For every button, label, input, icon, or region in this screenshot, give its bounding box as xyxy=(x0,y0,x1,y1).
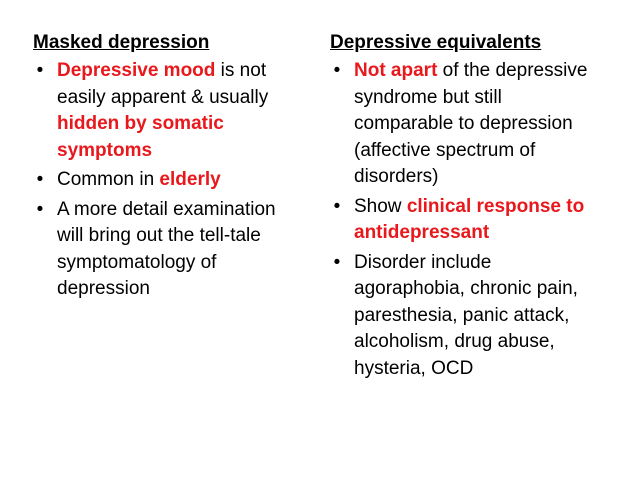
right-bullet-1-part-1: Not apart xyxy=(354,60,438,81)
right-bullet-2-part-1: Show xyxy=(354,195,407,217)
right-bullet-1-part-2: of the depressive syndrome but still comparable to depression (affective spectrum of disorders) xyxy=(354,60,588,187)
left-heading: Masked depression xyxy=(33,32,210,53)
bullet-icon: • xyxy=(36,198,44,220)
right-bullet-3 xyxy=(330,250,605,383)
bullet-icon: • xyxy=(36,169,44,190)
left-bullet-1 xyxy=(33,58,303,164)
left-bullet-2-part-1: Common in xyxy=(57,169,160,190)
bullet-icon: • xyxy=(36,60,44,81)
right-bullet-2-part-2: clinical response to antidepressant xyxy=(354,195,585,243)
left-bullet-list xyxy=(33,58,303,303)
left-bullet-2 xyxy=(33,167,303,194)
right-bullet-list xyxy=(330,58,605,382)
left-bullet-1-part-3: hidden by somatic symptoms xyxy=(57,113,224,161)
right-bullet-1 xyxy=(330,58,605,191)
bullet-icon: • xyxy=(333,251,341,273)
left-bullet-3 xyxy=(33,197,303,303)
bullet-icon: • xyxy=(333,60,341,81)
right-bullet-3-part-1: Disorder include agoraphobia, chronic pain, paresthesia, panic attack, alcoholism, drug abuse, hysteria, OCD xyxy=(354,251,578,379)
bullet-icon: • xyxy=(333,195,341,217)
left-bullet-2-part-2: elderly xyxy=(159,169,221,190)
right-column xyxy=(330,30,605,385)
left-bullet-3-part-1: A more detail examination will bring out the tell-tale symptomatology of depression xyxy=(57,198,276,299)
left-column xyxy=(33,30,303,306)
right-heading: Depressive equivalents xyxy=(330,32,542,53)
left-bullet-1-part-2: is not easily apparent & usually xyxy=(57,60,269,108)
right-bullet-2 xyxy=(330,194,605,247)
left-bullet-1-part-1: Depressive mood xyxy=(57,60,216,81)
